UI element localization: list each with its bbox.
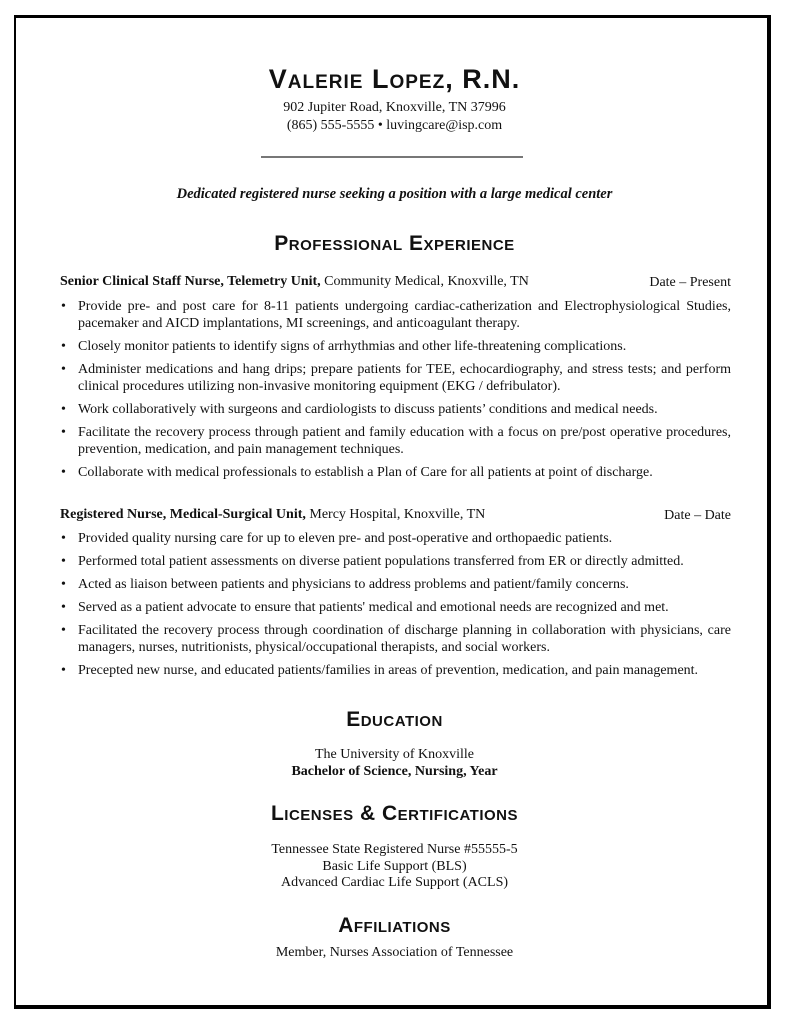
job-title: Registered Nurse, Medical-Surgical Unit, [60, 507, 306, 522]
candidate-name: Valerie Lopez, R.N. [268, 64, 521, 94]
objective: Dedicated registered nurse seeking a position with a large medical center [176, 186, 613, 202]
list-item: • Administer medications and hang drips; prepare patients for TEE, echocardiography, and stress tests; and perform clinical procedures utilizing non-invasive monitoring equipment (EKG / defribulator). [60, 361, 731, 395]
phone-email: (865) 555-5555 • luvingcare@isp.com [286, 118, 503, 133]
header-divider [261, 156, 523, 158]
job-title: Senior Clinical Staff Nurse, Telemetry Unit, [60, 274, 321, 289]
job-bullets [60, 530, 731, 685]
list-item: • Collaborate with medical professionals to establish a Plan of Care for all patients at point of discharge. [60, 464, 731, 481]
list-item: • Acted as liaison between patients and physicians to address problems and patient/family concerns. [60, 576, 731, 593]
school: The University of Knoxville [314, 747, 475, 762]
section-heading-affiliations: Affiliations [338, 914, 451, 937]
list-item: • Served as a patient advocate to ensure that patients' medical and emotional needs are recognized and met. [60, 599, 731, 616]
licenses-block [0, 842, 789, 892]
job-employer: Mercy Hospital, Knoxville, TN [309, 507, 486, 522]
job-employer: Community Medical, Knoxville, TN [324, 274, 529, 289]
section-heading-education: Education [346, 708, 443, 731]
list-item: • Facilitate the recovery process through patient and family education with a focus on pre/post operative procedures, prevention, medication, and pain management techniques. [60, 424, 731, 458]
affiliation-item: Member, Nurses Association of Tennessee [275, 945, 514, 960]
list-item: • Provide pre- and post care for 8-11 patients undergoing cardiac-catherization and Electrophysiological Studies, pacemaker and AICD implantations, MI screenings, and anticoagulant therapy. [60, 298, 731, 332]
list-item: • Facilitated the recovery process through coordination of discharge planning in collaboration with physicians, care managers, nurses, nutritionists, physical/occupational therapists, and social workers. [60, 622, 731, 656]
contact-block [0, 99, 789, 135]
job-header [60, 507, 731, 523]
list-item: • Precepted new nurse, and educated patients/families in areas of prevention, medication, and pain management. [60, 662, 731, 679]
affiliations-block [0, 945, 789, 962]
list-item: • Closely monitor patients to identify signs of arrhythmias and other life-threatening complications. [60, 338, 731, 355]
list-item: • Provided quality nursing care for up to eleven pre- and post-operative and orthopaedic patients. [60, 530, 731, 547]
list-item: • Work collaboratively with surgeons and cardiologists to discuss patients’ conditions and medical needs. [60, 401, 731, 418]
job-bullets [60, 298, 731, 487]
list-item: • Performed total patient assessments on diverse patient populations transferred from ER or directly admitted. [60, 553, 731, 570]
license-item: Tennessee State Registered Nurse #55555-5 [271, 842, 518, 857]
license-item: Advanced Cardiac Life Support (ACLS) [280, 875, 509, 890]
job-header [60, 274, 731, 290]
address: 902 Jupiter Road, Knoxville, TN 37996 [283, 100, 506, 115]
job-date: Date – Date [664, 508, 731, 523]
job-date: Date – Present [649, 275, 731, 290]
license-item: Basic Life Support (BLS) [322, 858, 467, 874]
section-heading-experience: Professional Experience [274, 232, 515, 255]
section-heading-licenses: Licenses & Certifications [270, 802, 519, 825]
education-block [0, 747, 789, 780]
degree: Bachelor of Science, Nursing, Year [291, 763, 498, 779]
